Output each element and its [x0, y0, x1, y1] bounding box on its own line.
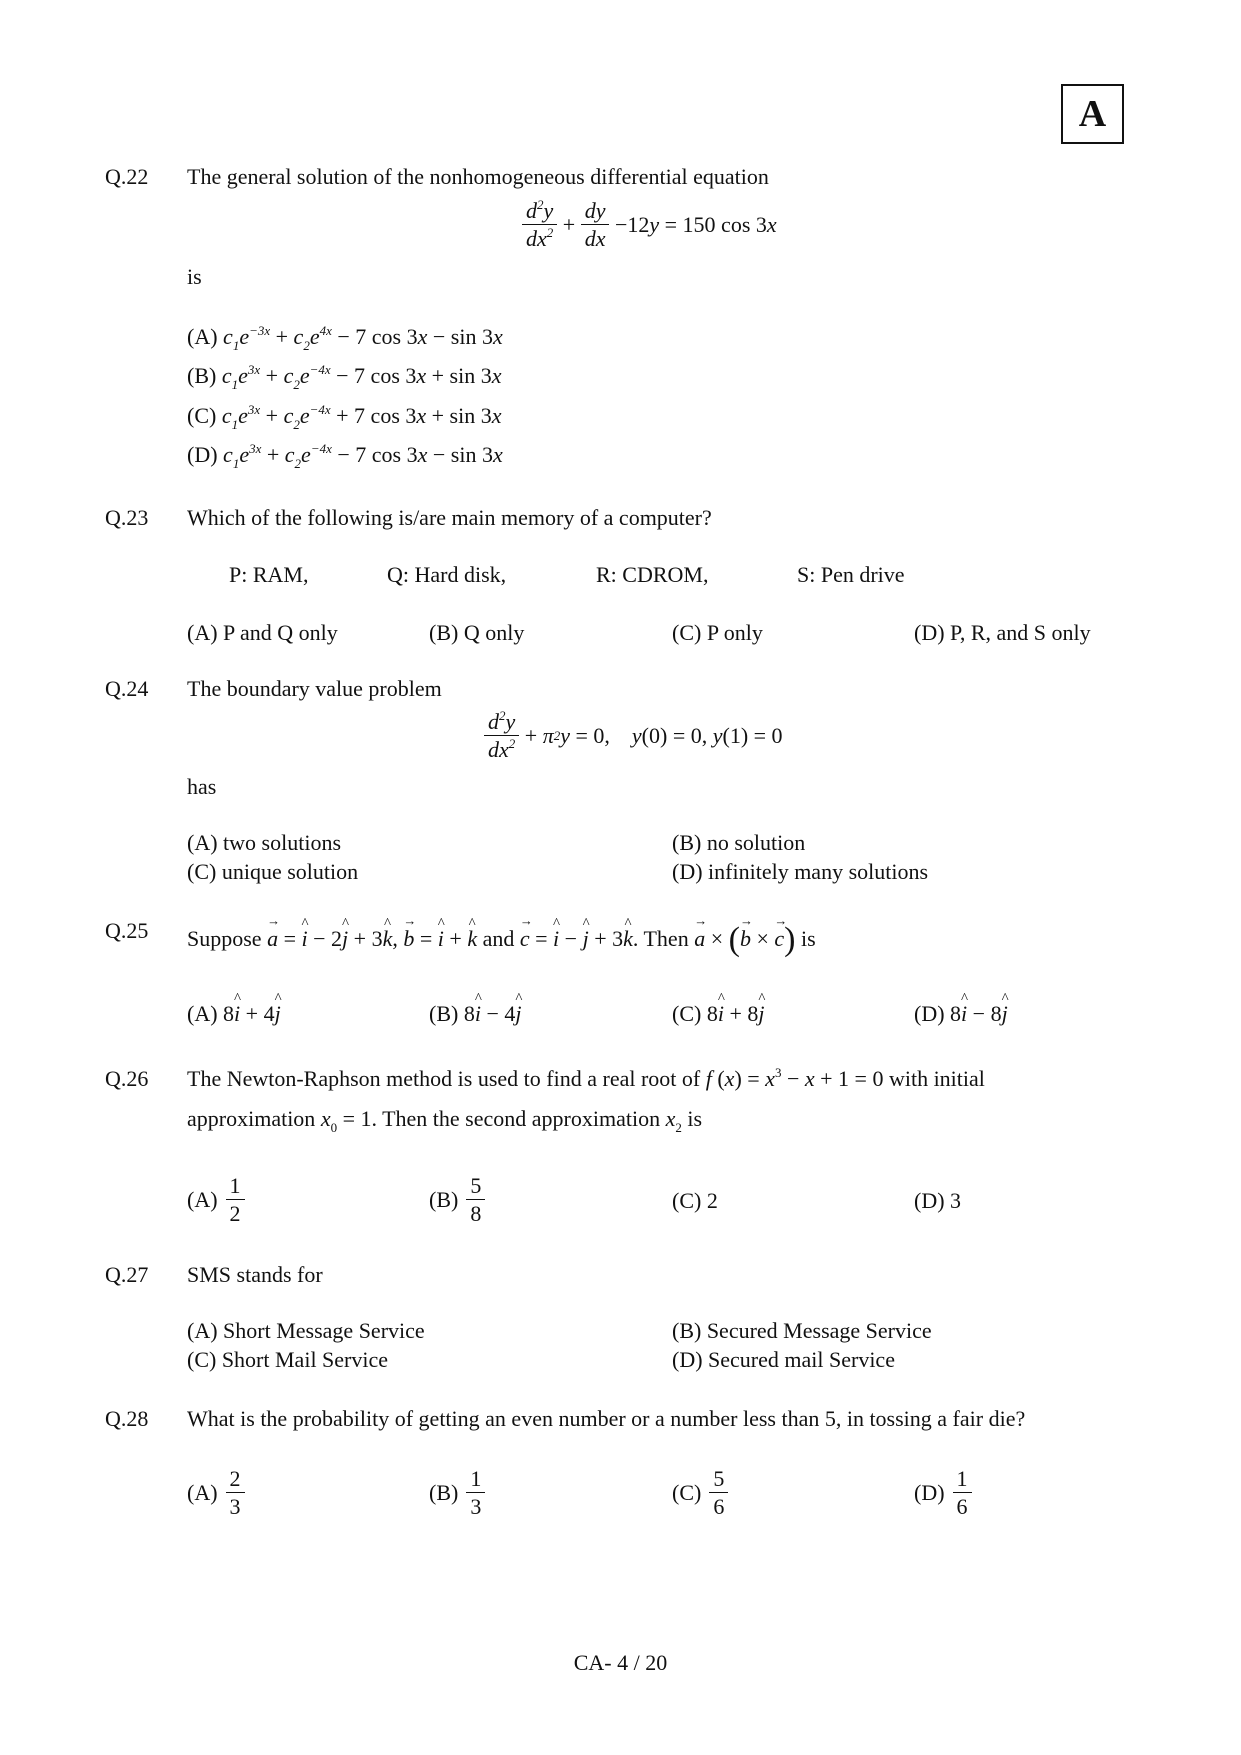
q26-text1: The Newton-Raphson method is used to find a real root of: [187, 1066, 701, 1091]
q22-option-d: (D) $c_1e^{3x} + c_2e^{-4x} - 7$ cos 3x − sin 3x: [187, 441, 503, 471]
q22-option-b: (B) $c_1e^{3x} + c_2e^{-4x} - 7$ cos 3x + sin 3x: [187, 362, 502, 392]
q25-option-c: (C) 8^ i + 8^ j: [672, 1001, 765, 1027]
q24-text: The boundary value problem: [187, 676, 442, 701]
q24-option-d: (D) infinitely many solutions: [672, 859, 929, 884]
q25-is: is: [800, 926, 816, 951]
q25-then: . Then: [632, 926, 689, 951]
q23-option-c: (C) P only: [672, 620, 763, 645]
q26-text2c: is: [687, 1106, 703, 1131]
q27-option-a: (A) Short Message Service: [187, 1318, 425, 1343]
q25-option-d-label: (D): [914, 1001, 945, 1026]
q23-option-b: (B) Q only: [429, 620, 525, 645]
q28-option-d: [914, 1466, 972, 1520]
q25-text: Suppose → a = ^ i − 2^ j + 3^ k, → b = ^ i + ^ k and → c = ^ i − ^ j + 3^ k. Then → a × (→ b × → c) is: [187, 926, 816, 952]
q26-option-d-label: (D): [914, 1188, 945, 1213]
q22-after: is: [187, 264, 202, 289]
q24-after: has: [187, 774, 217, 799]
q28-option-c: [672, 1466, 728, 1520]
q28-option-a-label: (A): [187, 1479, 218, 1505]
q28-option-b-label: (B): [429, 1479, 459, 1505]
q28-option-c-value: $\frac{5}{6}$: [709, 1466, 728, 1520]
q23-option-d: (D) P, R, and S only: [914, 620, 1091, 645]
q24-option-c: (C) unique solution: [187, 859, 359, 884]
q26-option-a: [187, 1173, 245, 1227]
q23-text: Which of the following is/are main memory of a computer?: [187, 505, 712, 530]
q28-number: Q.28: [105, 1406, 149, 1431]
q25-option-a: (A) 8^ i + 4^ j: [187, 1001, 281, 1027]
q26-text1b: with initial: [888, 1066, 985, 1091]
q26-option-d-value: 3: [950, 1188, 962, 1213]
q22-option-a: (A) $c_1e^{-3x} + c_2e^{4x} - 7$ cos 3x − sin 3x: [187, 323, 503, 353]
q23-item-r: R: CDROM,: [596, 562, 709, 587]
q23-number: Q.23: [105, 505, 149, 530]
q26-text2b: . Then the second approximation: [371, 1106, 661, 1131]
q27-option-b: (B) Secured Message Service: [672, 1318, 932, 1343]
q22-option-a-label: (A): [187, 324, 218, 349]
q28-option-b-value: $\frac{1}{3}$: [466, 1466, 485, 1520]
q25-option-d: (D) 8^ i − 8^ j: [914, 1001, 1008, 1027]
q25-option-c-label: (C): [672, 1001, 702, 1026]
q22-text: The general solution of the nonhomogeneous differential equation: [187, 164, 769, 189]
q23-item-p: P: RAM,: [229, 562, 309, 587]
q26-option-c-label: (C): [672, 1188, 702, 1213]
q22-option-c: (C) $c_1e^{3x} + c_2e^{-4x} + 7$ cos 3x + sin 3x: [187, 402, 502, 432]
q28-text: What is the probability of getting an even number or a number less than 5, in tossing a fair die?: [187, 1406, 1026, 1431]
q28-option-a-value: $\frac{2}{3}$: [226, 1466, 245, 1520]
q25-option-b: (B) 8^ i − 4^ j: [429, 1001, 522, 1027]
q26-option-b-value: $\frac{5}{8}$: [466, 1173, 485, 1227]
q23-option-a: (A) P and Q only: [187, 620, 338, 645]
q22-option-d-label: (D): [187, 442, 218, 467]
q22-number: Q.22: [105, 164, 149, 189]
q27-option-c: (C) Short Mail Service: [187, 1347, 389, 1372]
q23-item-s: S: Pen drive: [797, 562, 905, 587]
q26-number: Q.26: [105, 1066, 149, 1091]
q27-number: Q.27: [105, 1262, 149, 1287]
page-footer: CA- 4 / 20: [573, 1650, 668, 1675]
set-label-box: [1061, 84, 1124, 144]
q22-equation: $\frac{d^2y}{dx^2}$ + $\frac{dy}{dx}$ −12 y = 150 cos 3 x: [522, 198, 777, 252]
q28-option-d-label: (D): [914, 1479, 945, 1505]
q26-option-a-value: $\frac{1}{2}$: [226, 1173, 245, 1227]
q27-text: SMS stands for: [187, 1262, 323, 1287]
q22-option-c-label: (C): [187, 403, 217, 428]
q26-option-c: [672, 1188, 718, 1214]
q26-text-line1: The Newton-Raphson method is used to find a real root of f $(x) = x^3 - x + 1 = 0$ with initial: [187, 1065, 985, 1091]
q25-option-a-label: (A): [187, 1001, 218, 1026]
q22-option-b-label: (B): [187, 363, 217, 388]
q26-text2a: approximation: [187, 1106, 316, 1131]
q26-option-a-label: (A): [187, 1186, 218, 1212]
q25-and: and: [482, 926, 515, 951]
q28-option-d-value: $\frac{1}{6}$: [953, 1466, 972, 1520]
q28-option-b: [429, 1466, 485, 1520]
q24-equation: $\frac{d^2y}{dx^2}$ + π 2 y = 0, y (0) = 0, y (1) = 0: [484, 709, 783, 763]
q26-option-c-value: 2: [706, 1188, 718, 1213]
q25-suppose: Suppose: [187, 926, 262, 951]
q23-item-q: Q: Hard disk,: [387, 562, 507, 587]
q26-option-d: [914, 1188, 961, 1214]
q26-option-b: [429, 1173, 485, 1227]
q28-option-a: [187, 1466, 245, 1520]
q27-option-d: (D) Secured mail Service: [672, 1347, 895, 1372]
q24-option-a: (A) two solutions: [187, 830, 341, 855]
q25-option-b-label: (B): [429, 1001, 459, 1026]
q28-option-c-label: (C): [672, 1479, 702, 1505]
q25-number: Q.25: [105, 918, 149, 943]
set-label: A: [1078, 93, 1107, 135]
q26-text-line2: approximation $x_0 = 1$. Then the second approximation $x_2$ is: [187, 1106, 703, 1135]
q24-option-b: (B) no solution: [672, 830, 806, 855]
q26-option-b-label: (B): [429, 1186, 459, 1212]
q24-number: Q.24: [105, 676, 149, 701]
